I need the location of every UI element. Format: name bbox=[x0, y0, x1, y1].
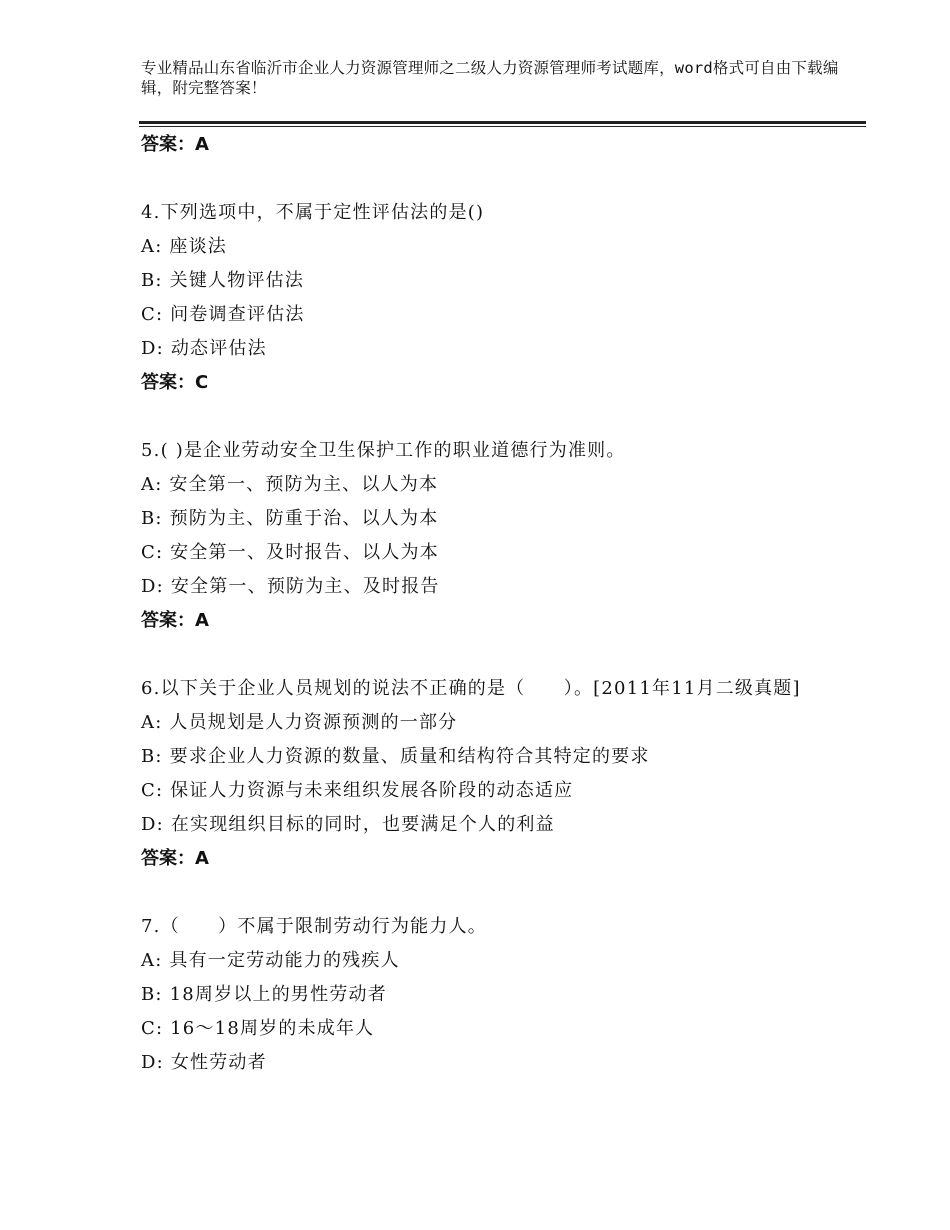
option-c: C: 安全第一、及时报告、以人为本 bbox=[141, 542, 439, 563]
answer-line: 答案：A bbox=[141, 848, 209, 869]
option-a: A: 座谈法 bbox=[141, 236, 227, 257]
option-a: A: 具有一定劳动能力的残疾人 bbox=[141, 950, 400, 971]
question-block bbox=[141, 910, 861, 1080]
option-a: A: 人员规划是人力资源预测的一部分 bbox=[141, 712, 458, 733]
header-rule-thin bbox=[139, 126, 866, 127]
question-stem: 5.( )是企业劳动安全卫生保护工作的职业道德行为准则。 bbox=[141, 440, 626, 461]
option-d: D: 在实现组织目标的同时，也要满足个人的利益 bbox=[141, 814, 555, 835]
option-a: A: 安全第一、预防为主、以人为本 bbox=[141, 474, 439, 495]
option-b: B: 要求企业人力资源的数量、质量和结构符合其特定的要求 bbox=[141, 746, 650, 767]
answer-line: 答案：A bbox=[141, 610, 209, 631]
option-c: C: 保证人力资源与未来组织发展各阶段的动态适应 bbox=[141, 780, 574, 801]
option-d: D: 女性劳动者 bbox=[141, 1052, 267, 1073]
question-block bbox=[141, 672, 861, 876]
question-block bbox=[141, 196, 861, 400]
question-block bbox=[141, 434, 861, 638]
option-d: D: 动态评估法 bbox=[141, 338, 267, 359]
document-header: 专业精品山东省临沂市企业人力资源管理师之二级人力资源管理师考试题库，word格式可自由下载编辑，附完整答案！ bbox=[141, 59, 839, 97]
option-b: B: 关键人物评估法 bbox=[141, 270, 305, 291]
option-c: C: 16～18周岁的未成年人 bbox=[141, 1018, 375, 1039]
option-b: B: 18周岁以上的男性劳动者 bbox=[141, 984, 387, 1005]
answer-line: 答案：A bbox=[141, 134, 209, 155]
option-b: B: 预防为主、防重于治、以人为本 bbox=[141, 508, 439, 529]
option-c: C: 问卷调查评估法 bbox=[141, 304, 305, 325]
header-rule-thick bbox=[139, 121, 866, 124]
document-body bbox=[141, 128, 861, 1080]
option-d: D: 安全第一、预防为主、及时报告 bbox=[141, 576, 440, 597]
question-stem: 7.（ ）不属于限制劳动行为能力人。 bbox=[141, 916, 487, 937]
answer-line: 答案：C bbox=[141, 372, 209, 393]
question-stem: 4.下列选项中，不属于定性评估法的是() bbox=[141, 202, 485, 223]
question-stem: 6.以下关于企业人员规划的说法不正确的是（ ）。[2011年11月二级真题] bbox=[141, 678, 801, 699]
